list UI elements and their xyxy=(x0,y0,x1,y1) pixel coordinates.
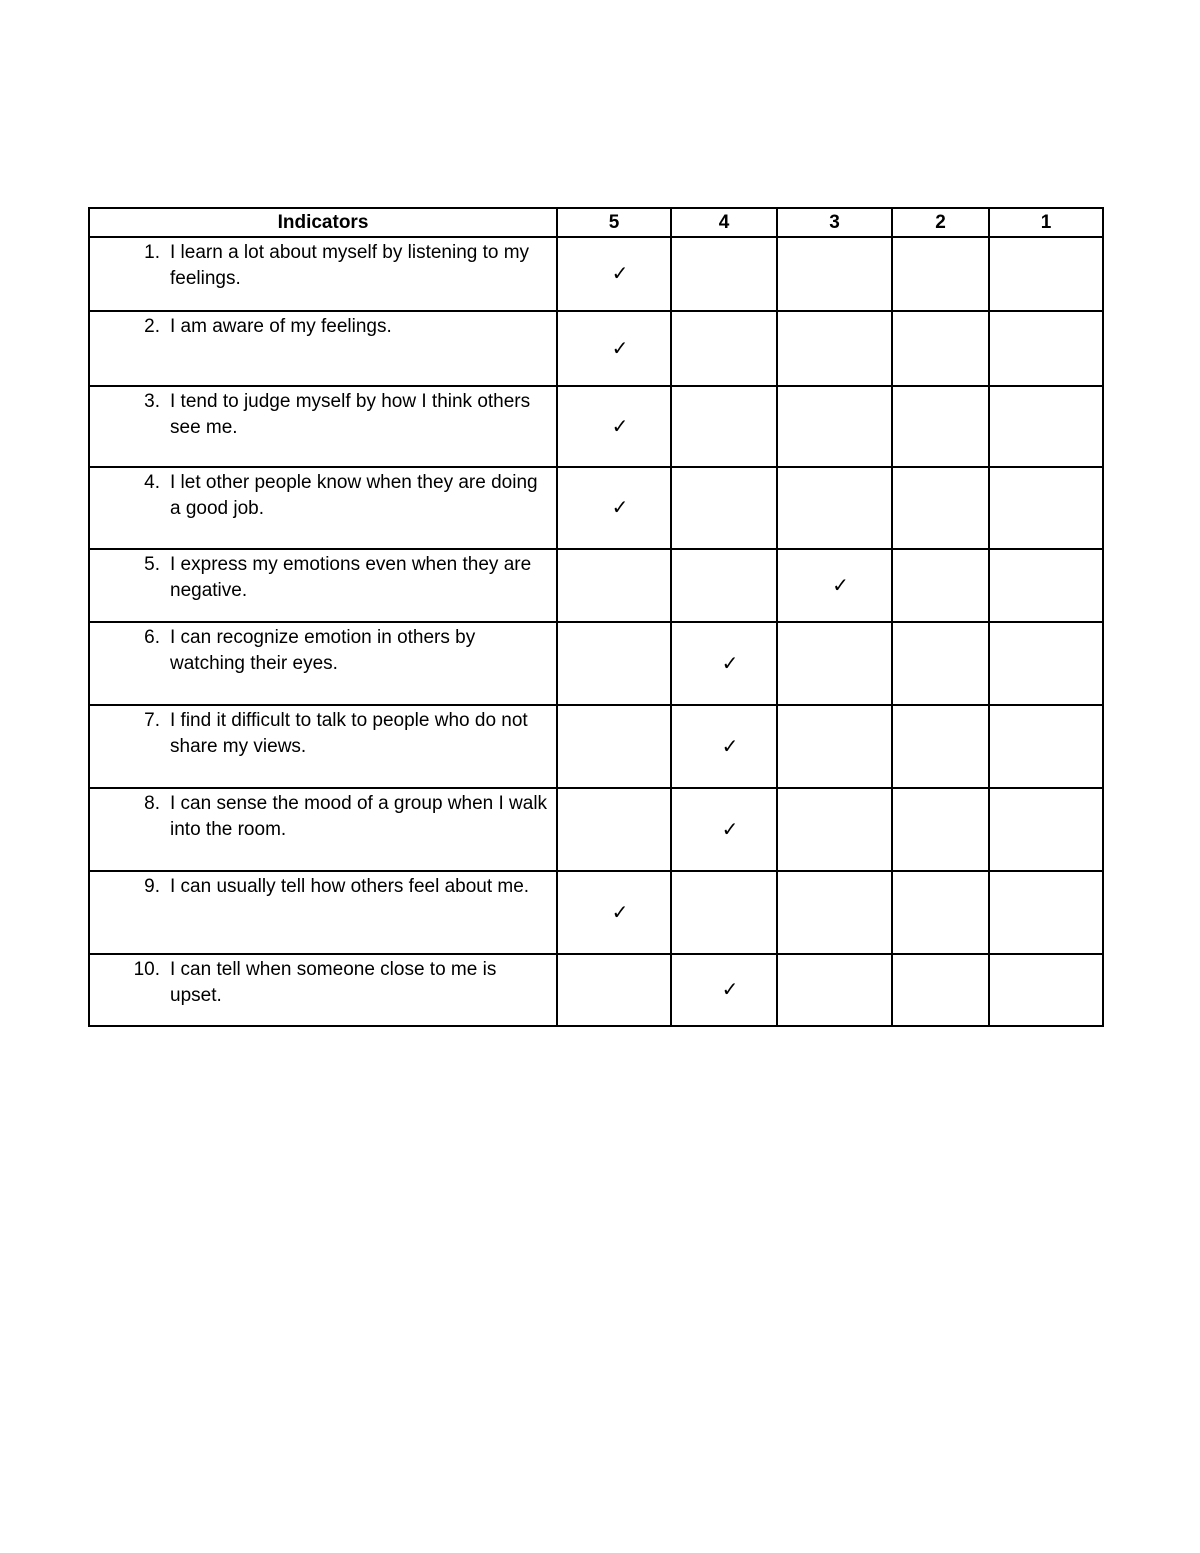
indicator-cell xyxy=(89,549,557,622)
rating-cell-5 xyxy=(557,467,671,549)
rating-cell-5 xyxy=(557,386,671,467)
indicator-number: 7. xyxy=(144,710,160,731)
rating-cell-2 xyxy=(892,788,989,871)
rating-cell-1 xyxy=(989,237,1103,311)
table-row xyxy=(89,386,1103,467)
rating-cell-4 xyxy=(671,467,777,549)
checkmark-icon: ✓ xyxy=(721,733,739,758)
table-row xyxy=(89,311,1103,386)
rating-cell-4 xyxy=(671,954,777,1026)
table-row xyxy=(89,871,1103,954)
rating-cell-1 xyxy=(989,386,1103,467)
table-row xyxy=(89,705,1103,788)
rating-cell-1 xyxy=(989,549,1103,622)
rating-cell-4 xyxy=(671,237,777,311)
indicator-text: I can sense the mood of a group when I walk into the room. xyxy=(170,793,548,840)
indicator-text: I can recognize emotion in others by watching their eyes. xyxy=(170,627,476,674)
rating-cell-3 xyxy=(777,705,892,788)
table-header xyxy=(89,208,1103,237)
rating-cell-4 xyxy=(671,386,777,467)
header-row xyxy=(89,208,1103,237)
indicator-text: I can tell when someone close to me is upset. xyxy=(170,959,497,1006)
rating-cell-2 xyxy=(892,237,989,311)
rating-cell-5 xyxy=(557,622,671,705)
indicator-number: 4. xyxy=(144,472,160,493)
indicator-number: 1. xyxy=(144,242,160,263)
rating-cell-4 xyxy=(671,705,777,788)
table-body xyxy=(89,237,1103,1026)
header-indicators: Indicators xyxy=(89,208,557,237)
indicator-cell xyxy=(89,237,557,311)
header-rating-4: 4 xyxy=(671,208,777,237)
rating-cell-4 xyxy=(671,549,777,622)
indicator-number: 8. xyxy=(144,793,160,814)
rating-cell-5 xyxy=(557,788,671,871)
rating-cell-1 xyxy=(989,871,1103,954)
header-rating-3: 3 xyxy=(777,208,892,237)
rating-cell-2 xyxy=(892,549,989,622)
rating-cell-5 xyxy=(557,237,671,311)
indicator-cell xyxy=(89,467,557,549)
table-row xyxy=(89,622,1103,705)
indicator-number: 9. xyxy=(144,876,160,897)
rating-cell-4 xyxy=(671,311,777,386)
indicator-number: 5. xyxy=(144,554,160,575)
rating-cell-2 xyxy=(892,467,989,549)
checkmark-icon: ✓ xyxy=(611,413,629,438)
checkmark-icon: ✓ xyxy=(832,572,849,597)
table-row xyxy=(89,237,1103,311)
table-row xyxy=(89,467,1103,549)
table-row xyxy=(89,954,1103,1026)
indicator-text: I learn a lot about myself by listening to my feelings. xyxy=(170,242,530,289)
rating-cell-1 xyxy=(989,311,1103,386)
rating-cell-5 xyxy=(557,549,671,622)
indicator-cell xyxy=(89,788,557,871)
rating-cell-1 xyxy=(989,705,1103,788)
header-rating-5: 5 xyxy=(557,208,671,237)
rating-cell-3 xyxy=(777,549,892,622)
rating-cell-3 xyxy=(777,386,892,467)
indicator-text: I am aware of my feelings. xyxy=(170,316,392,337)
indicator-cell xyxy=(89,622,557,705)
indicator-number: 6. xyxy=(144,627,160,648)
indicator-text: I express my emotions even when they are negative. xyxy=(170,554,532,601)
rating-cell-1 xyxy=(989,954,1103,1026)
rating-cell-1 xyxy=(989,788,1103,871)
indicator-cell xyxy=(89,386,557,467)
rating-cell-2 xyxy=(892,871,989,954)
checkmark-icon: ✓ xyxy=(721,977,739,1001)
checkmark-icon: ✓ xyxy=(611,335,629,360)
indicator-number: 3. xyxy=(144,391,160,412)
rating-cell-2 xyxy=(892,705,989,788)
indicator-cell xyxy=(89,954,557,1026)
rating-cell-3 xyxy=(777,871,892,954)
rating-cell-4 xyxy=(671,788,777,871)
rating-cell-2 xyxy=(892,386,989,467)
checkmark-icon: ✓ xyxy=(721,816,739,841)
indicator-number: 10. xyxy=(133,959,160,980)
indicators-rating-table xyxy=(88,207,1104,1027)
checkmark-icon: ✓ xyxy=(611,899,629,924)
table-row xyxy=(89,549,1103,622)
rating-cell-2 xyxy=(892,311,989,386)
indicator-number: 2. xyxy=(144,316,160,337)
rating-cell-3 xyxy=(777,954,892,1026)
indicator-cell xyxy=(89,871,557,954)
table-row xyxy=(89,788,1103,871)
rating-cell-5 xyxy=(557,871,671,954)
rating-cell-1 xyxy=(989,467,1103,549)
rating-cell-3 xyxy=(777,311,892,386)
rating-cell-2 xyxy=(892,622,989,705)
rating-cell-5 xyxy=(557,954,671,1026)
rating-cell-4 xyxy=(671,622,777,705)
rating-cell-5 xyxy=(557,705,671,788)
header-rating-1: 1 xyxy=(989,208,1103,237)
rating-cell-3 xyxy=(777,237,892,311)
rating-cell-3 xyxy=(777,467,892,549)
rating-cell-5 xyxy=(557,311,671,386)
indicator-text: I let other people know when they are doing a good job. xyxy=(170,472,538,519)
rating-cell-2 xyxy=(892,954,989,1026)
checkmark-icon: ✓ xyxy=(611,495,629,519)
indicator-text: I find it difficult to talk to people who do not share my views. xyxy=(170,710,528,757)
rating-cell-4 xyxy=(671,871,777,954)
header-rating-2: 2 xyxy=(892,208,989,237)
rating-cell-3 xyxy=(777,788,892,871)
indicator-text: I can usually tell how others feel about me. xyxy=(170,876,530,897)
rating-cell-3 xyxy=(777,622,892,705)
rating-cell-1 xyxy=(989,622,1103,705)
checkmark-icon: ✓ xyxy=(611,261,629,285)
indicator-cell xyxy=(89,311,557,386)
indicator-cell xyxy=(89,705,557,788)
checkmark-icon: ✓ xyxy=(721,650,739,675)
indicator-text: I tend to judge myself by how I think others see me. xyxy=(170,391,531,438)
